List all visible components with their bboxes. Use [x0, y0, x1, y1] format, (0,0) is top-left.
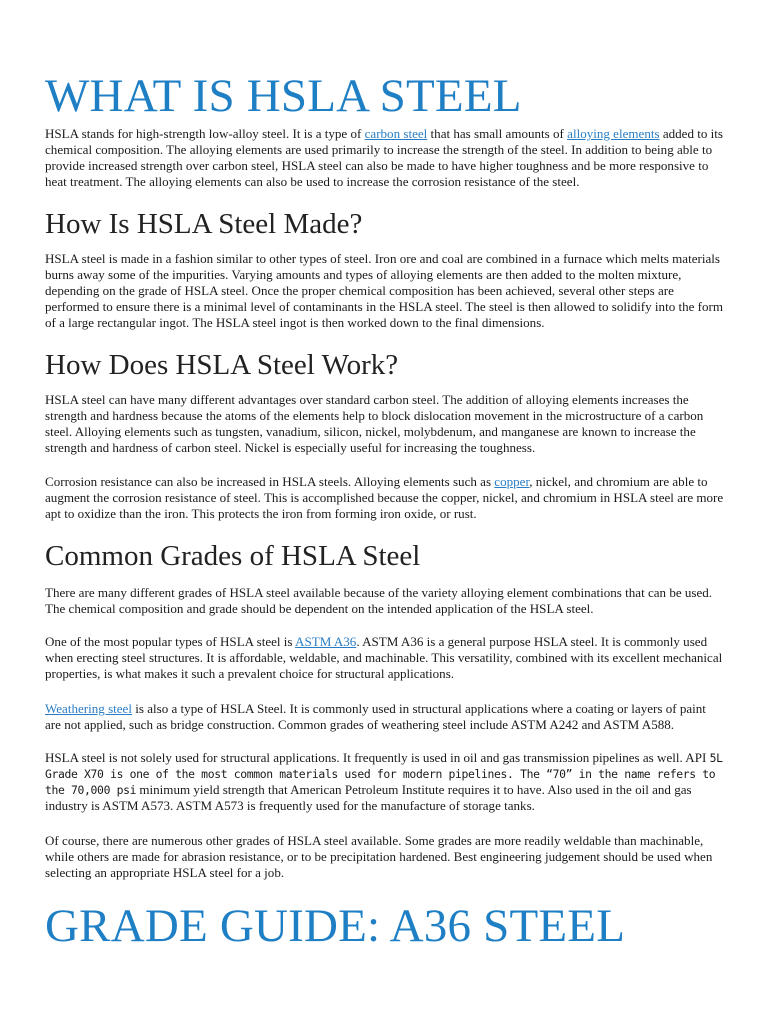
heading-what-is-hsla-steel: WHAT IS HSLA STEEL: [45, 70, 522, 122]
text-span: Corrosion resistance can also be increased in HSLA steels. Alloying elements such as: [45, 474, 495, 489]
link-astm-a36[interactable]: ASTM A36: [295, 634, 357, 649]
heading-how-does-hsla-steel-work: How Does HSLA Steel Work?: [45, 349, 399, 381]
link-copper[interactable]: copper: [494, 474, 530, 489]
text-span: is also a type of HSLA Steel. It is commonly used in structural applications where a coating or layers of paint are not applied, such as bridge construction. Common grades of weathering steel include ASTM A242 and ASTM A588.: [45, 701, 706, 732]
paragraph-pipelines: [45, 750, 725, 814]
paragraph-how-made: HSLA steel is made in a fashion similar to other types of steel. Iron ore and coal are combined in a furnace which melts materials burns away some of the impurities. Varying amounts and types of alloying elements are then added to the molten mixture, depending on the grade of HSLA steel. Once the proper chemical composition has been achieved, several other steps are performed to ensure there is a minimal level of contaminants in the HSLA steel. The steel is then allowed to solidify into the form of a large rectangular ingot. The HSLA steel ingot is then worked down to the final dimensions.: [45, 251, 724, 330]
paragraph-hsla-definition: [45, 126, 725, 190]
paragraph-astm-a36: [45, 634, 725, 682]
paragraph-grades-intro: There are many different grades of HSLA steel available because of the variety alloying element combinations that can be used. The chemical composition and grade should be dependent on the intended application of the HSLA steel.: [45, 585, 713, 616]
text-span: that has small amounts of: [427, 126, 568, 141]
text-span: minimum yield strength that American Petroleum Institute requires it to have. Also used in the oil and gas industry is ASTM A573. ASTM A573 is frequently used for the manufacture of storage tanks.: [45, 782, 692, 813]
paragraph-other-grades: Of course, there are numerous other grades of HSLA steel available. Some grades are more readily weldable than machinable, while others are made for abrasion resistance, or to be precipitation hardened. Best engineering judgement should be used when selecting an appropriate HSLA steel for a job.: [45, 833, 713, 880]
heading-how-is-hsla-steel-made: How Is HSLA Steel Made?: [45, 208, 363, 240]
text-span: . ASTM A36 is a general purpose HSLA steel. It is commonly used when erecting steel structures. It is affordable, weldable, and machinable. This versatility, combined with its excellent mechanical properties, is what makes it such a prevalent choice for structural applications.: [45, 634, 723, 681]
heading-common-grades: Common Grades of HSLA Steel: [45, 540, 421, 572]
link-alloying-elements[interactable]: alloying elements: [567, 126, 660, 141]
text-span-monospace: 5L Grade X70 is one of the most common materials used for modern pipelines. The “70” in the name refers to the 70,000 psi: [45, 751, 723, 797]
paragraph-corrosion-resistance: [45, 474, 725, 522]
text-span: One of the most popular types of HSLA steel is: [45, 634, 296, 649]
text-span: HSLA stands for high-strength low-alloy steel. It is a type of: [45, 126, 365, 141]
text-span: HSLA steel is not solely used for structural applications. It frequently is used in oil and gas transmission pipelines as well. API: [45, 750, 710, 765]
paragraph-weathering-steel: [45, 701, 725, 733]
link-weathering-steel[interactable]: Weathering steel: [45, 701, 132, 716]
heading-grade-guide-a36: GRADE GUIDE: A36 STEEL: [45, 900, 626, 952]
text-span: added to its chemical composition. The alloying elements are used primarily to increase the strength of the steel. In addition to being able to provide increased strength over carbon steel, HSLA steel can also be made to have higher toughness and be more responsive to heat treatment. The alloying elements can also be used to increase the corrosion resistance of the steel.: [45, 126, 723, 189]
link-carbon-steel[interactable]: carbon steel: [364, 126, 428, 141]
paragraph-how-works: HSLA steel can have many different advantages over standard carbon steel. The addition of alloying elements increases the strength and hardness because the atoms of the elements help to block dislocation movement in the microstructure of a carbon steel. Alloying elements such as tungsten, vanadium, silicon, nickel, molybdenum, and manganese are known to increase the strength and hardness of carbon steel. Nickel is especially useful for increasing the toughness.: [45, 392, 704, 455]
text-span: , nickel, and chromium are able to augment the corrosion resistance of steel. This is accomplished because the copper, nickel, and chromium in HSLA steel are more apt to oxidize than the iron. This protects the iron from forming iron oxide, or rust.: [45, 474, 724, 521]
